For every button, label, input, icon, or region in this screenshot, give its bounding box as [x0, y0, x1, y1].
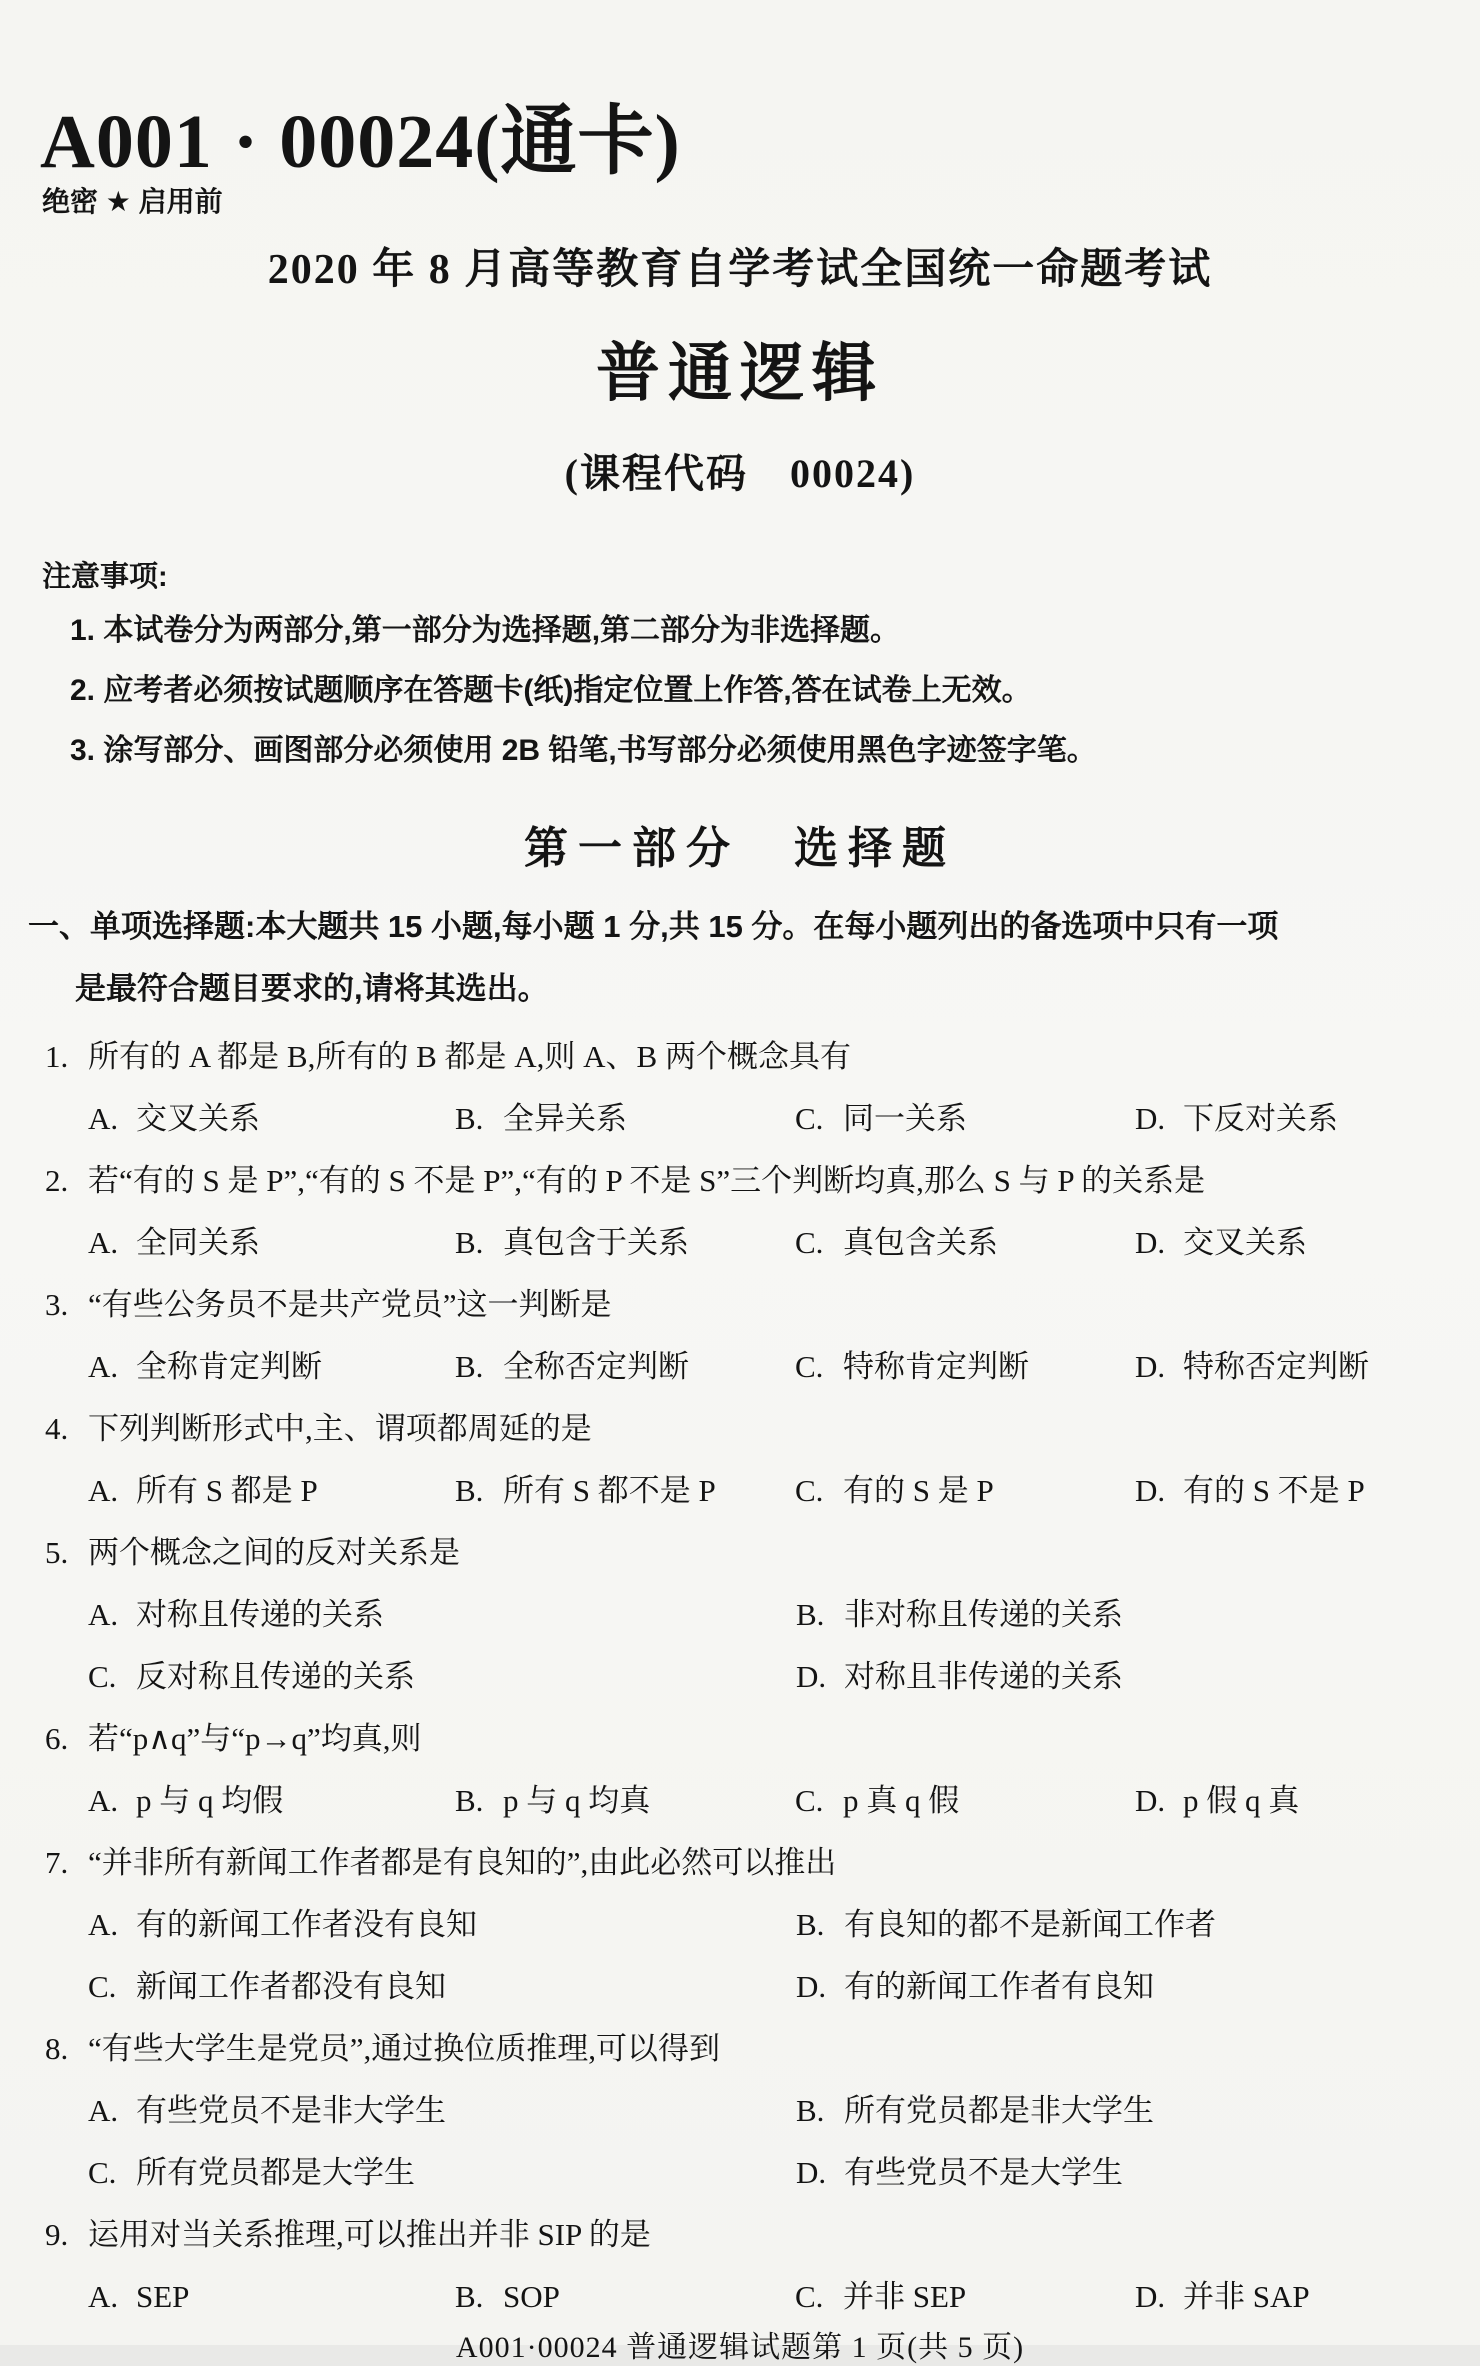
- option: [455, 1460, 795, 1522]
- option-label: D.: [1135, 1101, 1166, 1136]
- question-stem: 所有的 A 都是 B,所有的 B 都是 A,则 A、B 两个概念具有: [88, 1039, 851, 1074]
- option-label: B.: [455, 1225, 484, 1260]
- option: [88, 1212, 455, 1274]
- option-label: A.: [88, 1101, 119, 1136]
- option: [88, 2266, 455, 2328]
- question-block: [0, 2018, 1480, 2204]
- option: [796, 1584, 1123, 1646]
- option-text: SOP: [503, 2279, 560, 2314]
- option-text: 交叉关系: [136, 1101, 260, 1136]
- option-label: C.: [795, 1783, 824, 1818]
- option: [795, 1212, 1135, 1274]
- option-text: 全异关系: [503, 1101, 627, 1136]
- option-text: 有的新闻工作者没有良知: [136, 1907, 477, 1942]
- options-row: [0, 1212, 1480, 1274]
- option-label: C.: [88, 2155, 117, 2190]
- question-text: [0, 2204, 1480, 2266]
- option-label: A.: [88, 1597, 119, 1632]
- question-block: [0, 1708, 1480, 1832]
- question-block: [0, 1832, 1480, 2018]
- option: [795, 1460, 1135, 1522]
- option-label: A.: [88, 1225, 119, 1260]
- option-text: 所有 S 都是 P: [136, 1473, 318, 1508]
- option: [795, 1336, 1135, 1398]
- option: [796, 1646, 1123, 1708]
- option: [796, 2142, 1123, 2204]
- option-text: 并非 SAP: [1183, 2279, 1310, 2314]
- option-text: 所有党员都是大学生: [136, 2155, 415, 2190]
- option: [88, 1088, 455, 1150]
- note-item: 1. 本试卷分为两部分,第一部分为选择题,第二部分为非选择题。: [70, 614, 901, 647]
- option-text: 真包含关系: [843, 1225, 998, 1260]
- question-stem: 下列判断形式中,主、谓项都周延的是: [88, 1411, 592, 1446]
- option-label: D.: [1135, 1349, 1166, 1384]
- question-text: [0, 1522, 1480, 1584]
- option-label: A.: [88, 1473, 119, 1508]
- option-label: C.: [795, 1473, 824, 1508]
- course-code: (课程代码 00024): [564, 451, 916, 496]
- option-text: 所有 S 都不是 P: [503, 1473, 716, 1508]
- option: [455, 1770, 795, 1832]
- options-row: [0, 1460, 1480, 1522]
- options-row: [0, 2080, 1480, 2142]
- question-block: [0, 1522, 1480, 1708]
- question-stem: 若“p∧q”与“p→q”均真,则: [88, 1721, 422, 1756]
- option: [88, 1770, 455, 1832]
- option: [1135, 1212, 1307, 1274]
- option-text: 有些党员不是非大学生: [136, 2093, 446, 2128]
- option-label: A.: [88, 2093, 119, 2128]
- question-text: [0, 2018, 1480, 2080]
- question-number: 1.: [45, 1039, 69, 1074]
- question-block: [0, 1150, 1480, 1274]
- option-label: D.: [1135, 1225, 1166, 1260]
- question-text: [0, 1026, 1480, 1088]
- option-text: 全称否定判断: [503, 1349, 689, 1384]
- option-label: D.: [1135, 1473, 1166, 1508]
- question-stem: 运用对当关系推理,可以推出并非 SIP 的是: [88, 2217, 651, 2252]
- question-block: [0, 2204, 1480, 2328]
- option-text: SEP: [136, 2279, 190, 2314]
- section-intro: [0, 896, 1278, 1020]
- option-text: 特称肯定判断: [843, 1349, 1029, 1384]
- section-intro-line2: 是最符合题目要求的,请将其选出。: [75, 971, 549, 1006]
- option-label: D.: [796, 1659, 827, 1694]
- question-number: 2.: [45, 1163, 69, 1198]
- option-label: A.: [88, 1907, 119, 1942]
- option-text: 有良知的都不是新闻工作者: [844, 1907, 1216, 1942]
- question-stem: 若“有的 S 是 P”,“有的 S 不是 P”,“有的 P 不是 S”三个判断均真,那么 S 与 P 的关系是: [88, 1163, 1206, 1198]
- notes-title: 注意事项:: [42, 561, 168, 593]
- option-label: A.: [88, 1783, 119, 1818]
- question-stem: “并非所有新闻工作者都是有良知的”,由此必然可以推出: [88, 1845, 837, 1880]
- option: [796, 1956, 1154, 2018]
- section-intro-line1: 一、单项选择题:本大题共 15 小题,每小题 1 分,共 15 分。在每小题列出的备选项中只有一项: [28, 909, 1279, 944]
- option: [88, 1646, 796, 1708]
- option-label: D.: [796, 1969, 827, 2004]
- question-block: [0, 1398, 1480, 1522]
- option-label: C.: [88, 1969, 117, 2004]
- option: [1135, 1770, 1299, 1832]
- notes-list: [70, 601, 1097, 781]
- option: [795, 2266, 1135, 2328]
- option: [88, 1894, 796, 1956]
- note-item: 3. 涂写部分、画图部分必须使用 2B 铅笔,书写部分必须使用黑色字迹签字笔。: [70, 734, 1097, 767]
- option-label: C.: [795, 1225, 824, 1260]
- option: [1135, 2266, 1310, 2328]
- option: [88, 2142, 796, 2204]
- option: [795, 1770, 1135, 1832]
- option-text: 下反对关系: [1183, 1101, 1338, 1136]
- part-one-title: 第一部分 选择题: [524, 824, 956, 873]
- option-label: B.: [796, 1907, 825, 1942]
- options-row: [0, 1088, 1480, 1150]
- options-row: [0, 1584, 1480, 1646]
- question-stem: 两个概念之间的反对关系是: [88, 1535, 460, 1570]
- question-stem: “有些公务员不是共产党员”这一判断是: [88, 1287, 612, 1322]
- question-number: 6.: [45, 1721, 69, 1756]
- option: [1135, 1088, 1338, 1150]
- option-text: p 真 q 假: [843, 1783, 960, 1818]
- option: [796, 2080, 1154, 2142]
- option-text: 有的 S 是 P: [843, 1473, 994, 1508]
- options-row: [0, 1336, 1480, 1398]
- option-label: D.: [1135, 2279, 1166, 2314]
- option: [455, 1336, 795, 1398]
- option: [88, 1460, 455, 1522]
- option: [796, 1894, 1216, 1956]
- option-label: B.: [796, 2093, 825, 2128]
- option-text: 新闻工作者都没有良知: [136, 1969, 446, 2004]
- question-text: [0, 1398, 1480, 1460]
- option: [795, 1088, 1135, 1150]
- option-text: 所有党员都是非大学生: [844, 2093, 1154, 2128]
- exam-session-title: 2020 年 8 月高等教育自学考试全国统一命题考试: [267, 247, 1213, 293]
- question-number: 4.: [45, 1411, 69, 1446]
- question-number: 8.: [45, 2031, 69, 2066]
- option-text: 反对称且传递的关系: [136, 1659, 415, 1694]
- options-row: [0, 1770, 1480, 1832]
- option-label: B.: [455, 1101, 484, 1136]
- option-text: 交叉关系: [1183, 1225, 1307, 1260]
- option-text: 特称否定判断: [1183, 1349, 1369, 1384]
- option-text: 全同关系: [136, 1225, 260, 1260]
- question-number: 7.: [45, 1845, 69, 1880]
- option-text: 对称且传递的关系: [136, 1597, 384, 1632]
- option-text: 有些党员不是大学生: [844, 2155, 1123, 2190]
- option-label: B.: [455, 1783, 484, 1818]
- option: [88, 2080, 796, 2142]
- option: [455, 1212, 795, 1274]
- option-text: 全称肯定判断: [136, 1349, 322, 1384]
- option-label: B.: [455, 1473, 484, 1508]
- option-text: p 与 q 均真: [503, 1783, 651, 1818]
- option-label: C.: [795, 1101, 824, 1136]
- option-label: C.: [795, 2279, 824, 2314]
- page-footer: A001·00024 普通逻辑试题第 1 页(共 5 页): [455, 2331, 1025, 2364]
- options-row: [0, 1956, 1480, 2018]
- option-text: 同一关系: [843, 1101, 967, 1136]
- option: [88, 1956, 796, 2018]
- question-text: [0, 1274, 1480, 1336]
- option: [1135, 1460, 1365, 1522]
- option: [1135, 1336, 1369, 1398]
- option-label: A.: [88, 1349, 119, 1384]
- option: [88, 1336, 455, 1398]
- option-text: 有的 S 不是 P: [1183, 1473, 1365, 1508]
- option-text: 并非 SEP: [843, 2279, 967, 2314]
- option-label: B.: [796, 1597, 825, 1632]
- question-number: 5.: [45, 1535, 69, 1570]
- option: [88, 1584, 796, 1646]
- options-row: [0, 2266, 1480, 2328]
- options-row: [0, 1894, 1480, 1956]
- option-text: 真包含于关系: [503, 1225, 689, 1260]
- option-label: D.: [796, 2155, 827, 2190]
- subject-title: 普通逻辑: [596, 338, 884, 409]
- exam-code-header: A001 · 00024(通卡): [40, 100, 681, 184]
- option-label: A.: [88, 2279, 119, 2314]
- option-label: C.: [88, 1659, 117, 1694]
- option: [455, 1088, 795, 1150]
- secrecy-notice: 绝密 ★ 启用前: [42, 186, 223, 217]
- note-item: 2. 应考者必须按试题顺序在答题卡(纸)指定位置上作答,答在试卷上无效。: [70, 674, 1032, 707]
- option-label: B.: [455, 1349, 484, 1384]
- option-label: C.: [795, 1349, 824, 1384]
- question-text: [0, 1708, 1480, 1770]
- questions-list: [0, 1026, 1480, 2328]
- option-label: B.: [455, 2279, 484, 2314]
- option: [455, 2266, 795, 2328]
- question-number: 9.: [45, 2217, 69, 2252]
- question-stem: “有些大学生是党员”,通过换位质推理,可以得到: [88, 2031, 721, 2066]
- option-text: p 假 q 真: [1183, 1783, 1300, 1818]
- option-text: 对称且非传递的关系: [844, 1659, 1123, 1694]
- option-text: p 与 q 均假: [136, 1783, 284, 1818]
- question-number: 3.: [45, 1287, 69, 1322]
- option-label: D.: [1135, 1783, 1166, 1818]
- options-row: [0, 1646, 1480, 1708]
- option-text: 有的新闻工作者有良知: [844, 1969, 1154, 2004]
- question-text: [0, 1150, 1480, 1212]
- option-text: 非对称且传递的关系: [844, 1597, 1123, 1632]
- question-block: [0, 1026, 1480, 1150]
- options-row: [0, 2142, 1480, 2204]
- question-block: [0, 1274, 1480, 1398]
- question-text: [0, 1832, 1480, 1894]
